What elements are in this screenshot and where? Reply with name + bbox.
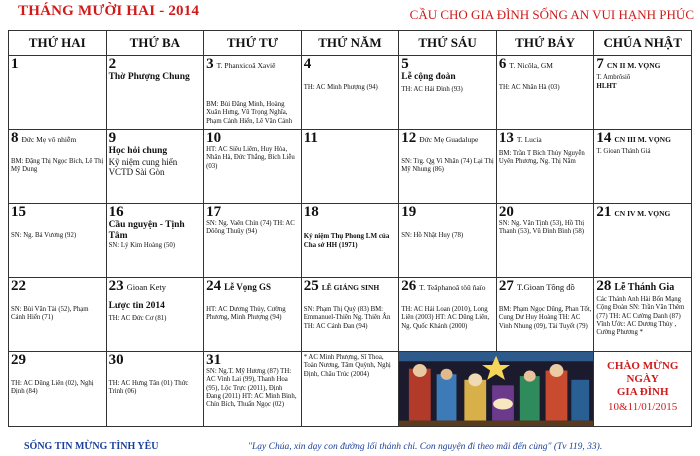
day-feast: T. Nicôla, GM <box>509 61 553 70</box>
day-notes: SN: Ng. Bá Vương (92) <box>11 231 77 239</box>
weekday-thu: THỨ NĂM <box>301 31 399 56</box>
day-number: 10 <box>206 129 222 146</box>
day-notes: SN: Hồ Nhật Huy (78) <box>401 231 464 239</box>
day-number: 31 <box>206 351 222 368</box>
day-cell-10 <box>204 129 302 203</box>
footer-slogan: SỐNG TIN MỪNG TÌNH YÊU <box>24 441 159 452</box>
day-feast: Đức Mẹ Guadalupe <box>419 134 479 144</box>
day-cell-25 <box>301 277 399 351</box>
family-day-cell <box>594 351 692 426</box>
day-notes: BM: Phạm Ngọc Dũng, Phan Tốt, Cung Dư Huy Hoàng TH: AC Vinh Nhung (09), Tài Tuyết (79) <box>498 305 592 330</box>
day-notes: HT: AC Siêu Liêm, Huy Hòa, Nhân Hà, Đức Thắng, Bích Liễu (03) <box>206 145 295 170</box>
day-notes: TH: AC Hải Đình (93) <box>401 86 463 93</box>
day-notes: Các Thánh Anh Hài Bổn Mạng Cộng Đoàn SN: Trần Văn Thêm (77) TH: AC Cường Danh (87) Vĩnh Ước: AC Dương Thủy , Cường Phương * <box>596 295 685 337</box>
day-event: Kỷ niệm Thụ Phong LM của Cha sở HH (1971) <box>303 231 390 249</box>
day-feast: Lễ Vọng GS <box>224 281 271 292</box>
day-number: 24 <box>206 277 222 294</box>
day-cell-20 <box>496 203 594 277</box>
day-notes: TH: AC Hưng Tân (01) Thức Trinh (06) <box>108 379 189 396</box>
day-cell-21 <box>594 203 692 277</box>
day-cell-16 <box>106 203 204 277</box>
day-number: 30 <box>108 351 124 368</box>
day-number: 19 <box>401 203 417 220</box>
day-notes: SN: Ng. Văn Tịnh (53), Hồ Thị Thanh (53), Vũ Đình Bình (58) <box>498 219 585 236</box>
day-notes: BM: Bùi Đăng Minh, Hoàng Xuân Hưng, Vũ Trọng Nghĩa, Phạm Cảnh Hiển, Lê Văn Cảnh <box>206 100 293 125</box>
day-event: Lễ cộng đoàn <box>401 72 456 82</box>
day-notes: SN: Ng.T. Mỹ Hương (87) TH: AC Vinh Lai (99), Thanh Hoa (95), Lộc Trực (2011), Định Đang (2011) HT: AC Minh Bình, Chín Bích, Thuấn Ngọc (02) <box>206 367 297 409</box>
day-notes: BM: Đặng Thị Ngọc Bích, Lê Thị Mỹ Dung <box>11 157 104 174</box>
week-row-5 <box>9 351 692 426</box>
weekday-tue: THỨ BA <box>106 31 204 56</box>
day-number: 8 <box>11 129 19 146</box>
day-notes: BM: Trần T Bích Thủy Nguyễn Uyên Phương, Ng. Thị Năm <box>498 149 585 166</box>
day-number: 6 <box>498 56 507 72</box>
weekday-wed: THỨ TƯ <box>204 31 302 56</box>
day-notes: TH: AC Dũng Liên (02), Nghị Định (84) <box>11 379 94 396</box>
week-row-4 <box>9 277 692 351</box>
day-cell-19 <box>399 203 497 277</box>
day-cell-9 <box>106 129 204 203</box>
day-cell-31 <box>204 351 302 426</box>
day-notes: SN: Trg. Qg Vi Nhân (74) Lại Thị Mỹ Nhung (86) <box>401 157 494 174</box>
day-feast: T. Teâphanoâ töû ñaïo <box>419 282 486 292</box>
welcome-line-2: NGÀY <box>626 372 659 385</box>
weekday-sun: CHÚA NHẬT <box>594 31 692 56</box>
day-event: Thờ Phượng Chung <box>108 72 190 82</box>
week-row-2 <box>9 129 692 203</box>
memorial-note: * AC Minh Phượng, Sĩ Thoa, Toàn Nương, Tâm Quỳnh, Nghị Định, Châu Trúc (2004) <box>303 353 391 378</box>
day-cell-5 <box>399 56 497 130</box>
day-number: 15 <box>11 203 26 220</box>
day-feast: CN II M. VỌNG <box>606 61 661 70</box>
day-cell-28 <box>594 277 692 351</box>
day-cell-2 <box>106 56 204 130</box>
day-notes: SN: Phạm Thị Quý (83) BM: Emmanuel-Thiên Ng. Thiên Ân TH: AC Cảnh Đan (94) <box>303 305 391 330</box>
welcome-line-3: GIA ĐÌNH <box>616 385 669 398</box>
day-number: 9 <box>108 129 117 146</box>
day-notes: TH: AC Nhân Hà (03) <box>498 84 560 91</box>
day-number: 13 <box>498 129 514 146</box>
day-notes: TH: AC Minh Phượng (94) <box>303 84 378 91</box>
day-feast: T. Lucia <box>516 134 542 144</box>
day-cell-1 <box>9 56 107 130</box>
day-feast: LỄ GIÁNG SINH <box>321 282 380 292</box>
month-title: THÁNG MƯỜI HAI - 2014 <box>18 3 200 19</box>
day-cell-15 <box>9 203 107 277</box>
family-day-welcome <box>596 352 689 414</box>
day-cell-23 <box>106 277 204 351</box>
day-number: 21 <box>596 203 612 220</box>
day-number: 29 <box>11 351 26 368</box>
day-cell-14 <box>594 129 692 203</box>
day-notes: SN: Lý Kim Hoàng (50) <box>108 241 176 249</box>
day-number: 27 <box>498 277 514 294</box>
day-number: 16 <box>108 203 124 220</box>
day-cell-6 <box>496 56 594 130</box>
day-number: 26 <box>401 277 417 294</box>
weekday-mon: THỨ HAI <box>9 31 107 56</box>
day-cell-4 <box>301 56 399 130</box>
nativity-image-cell <box>399 351 594 426</box>
day-cell-11 <box>301 129 399 203</box>
day-cell-8 <box>9 129 107 203</box>
day-notes: TH: AC Hải Loan (2010), Long Liên (2003) HT: AC Dũng Liên, Ng. Quốc Khánh (2000) <box>401 305 490 330</box>
day-number: 3 <box>206 56 214 72</box>
day-number: 12 <box>401 129 417 146</box>
day-cell-24 <box>204 277 302 351</box>
footer-verse: "Lạy Chúa, xin dạy con đường lối thánh chỉ. Con nguyện đi theo mãi đến cùng" (Tv 119, 33). <box>248 442 603 452</box>
day-number: 17 <box>206 203 222 220</box>
day-number: 22 <box>11 277 26 294</box>
day-feast: CN IV M. VỌNG <box>614 208 671 218</box>
day-cell-12 <box>399 129 497 203</box>
day-event: Cầu nguyện - Tịnh Tâm <box>108 219 185 241</box>
day-feast: Lễ Thánh Gia <box>614 281 675 293</box>
day-cell-18 <box>301 203 399 277</box>
weekday-fri: THỨ SÁU <box>399 31 497 56</box>
day-event: HLHT <box>596 82 617 91</box>
day-feast: T.Gioan Tông đồ <box>516 281 575 292</box>
day-event: Lược tin 2014 <box>108 300 165 311</box>
day-feast: Gioan Kety <box>126 281 166 292</box>
day-number: 14 <box>596 129 612 146</box>
day-notes: SN: Bùi Văn Tài (52), Phạm Cảnh Hiển (71) <box>11 305 89 322</box>
day-number: 11 <box>303 129 318 146</box>
calendar-motto: CẦU CHO GIA ĐÌNH SỐNG AN VUI HẠNH PHÚC <box>409 7 694 22</box>
weekday-header-row <box>9 31 692 56</box>
day-cell-27 <box>496 277 594 351</box>
day-saint: T. Gioan Thánh Giá <box>596 147 651 155</box>
day-feast: CN III M. VỌNG <box>614 134 671 144</box>
weekday-sat: THỨ BẢY <box>496 31 594 56</box>
day-feast: T. Phanxicoâ Xaviê <box>216 61 276 70</box>
day-saint: T. Ambrôsiô <box>596 74 631 81</box>
day-number: 25 <box>303 277 319 294</box>
day-number: 7 <box>596 56 604 72</box>
day-number: 28 <box>596 277 612 294</box>
day-number: 2 <box>108 56 117 72</box>
day-cell-13 <box>496 129 594 203</box>
day-cell-7 <box>594 56 692 130</box>
day-cell-29 <box>9 351 107 426</box>
memorial-note-cell <box>301 351 399 426</box>
day-cell-17 <box>204 203 302 277</box>
day-notes: TH: AC Đức Cơ (81) <box>108 314 167 322</box>
day-cell-30 <box>106 351 204 426</box>
day-number: 18 <box>303 203 319 220</box>
day-cell-22 <box>9 277 107 351</box>
day-number: 4 <box>303 56 312 72</box>
day-notes: Kỹ niệm cung hiến VCTD Sài Gòn <box>108 156 178 177</box>
day-event: Học hỏi chung <box>108 145 168 156</box>
week-row-3 <box>9 203 692 277</box>
day-notes: HT: AC Dương Thủy, Cường Phương, Minh Phượng (94) <box>206 305 286 322</box>
nativity-stained-glass-image <box>399 352 593 426</box>
calendar-grid <box>8 30 692 427</box>
day-cell-3 <box>204 56 302 130</box>
day-number: 1 <box>11 56 19 72</box>
day-cell-26 <box>399 277 497 351</box>
day-number: 23 <box>108 277 124 294</box>
day-number: 20 <box>498 203 514 220</box>
welcome-line-1: CHÀO MỪNG <box>606 359 679 372</box>
welcome-date: 10&11/01/2015 <box>608 400 678 413</box>
day-notes: SN: Ng. Vaên Chín (74) TH: AC Dôõng Thuûy (94) <box>206 219 295 236</box>
day-number: 5 <box>401 56 409 72</box>
week-row-1 <box>9 56 692 130</box>
day-feast: Đức Mẹ vô nhiễm <box>21 134 77 144</box>
